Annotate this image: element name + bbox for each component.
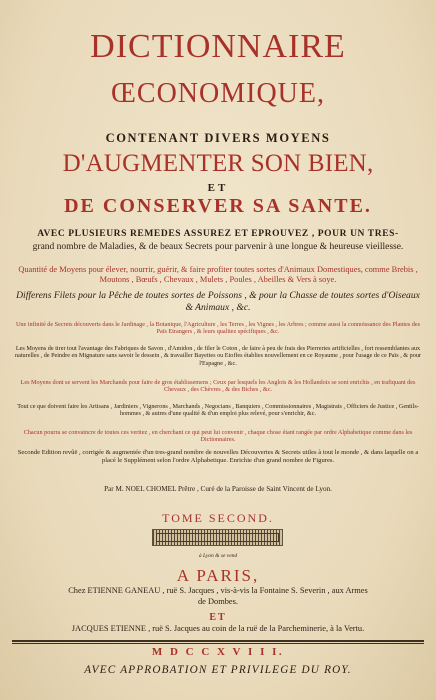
tome-label: TOME SECOND.: [162, 511, 274, 525]
title-dictionnaire: DICTIONNAIRE: [90, 28, 346, 65]
imprint-et: ET: [209, 612, 227, 623]
imprint-printer2: JACQUES ETIENNE , ruë S. Jacques au coin de la ruë de la Parcheminerie, à la Vertu.: [71, 624, 365, 633]
paragraph-animaux: Quantité de Moyens pour élever, nourrir, guérir, & faire profiter toutes sortes d'Animaux Domestiques, comme Brebis , Moutons , Bœufs , Chevaux , Mulets , Poules , Abeilles & Vers à soye.: [18, 265, 418, 284]
author-line: Par M. NOEL CHOMEL Prêtre , Curé de la Paroisse de Saint Vincent de Lyon.: [104, 485, 332, 493]
imprint-year: M D C C X V I I I.: [151, 646, 285, 658]
imprint-privilege: AVEC APPROBATION ET PRIVILEGE DU ROY.: [84, 664, 352, 676]
paragraph-jardinage: Une infinité de Secrets découverts dans le Jardinage , la Botanique, l'Agriculture , les Terres , les Vignes , les Arbres ; comme aussi la connoissance des Plantes des Païs Etrangers , & leurs qualitez spécifiques , &c.: [15, 321, 421, 336]
paragraph-seconde-edition: Seconde Edition revûë , corrigée & augmentée d'un tres-grand nombre de nouvelles Découvertes & Secrets utiles à tout le monde , & dans laquelle on a placé le Supplément selon l'ordre Alphabetique. Enrichie d'un grand nombre de Figures.: [17, 449, 419, 464]
title-conserver: DE CONSERVER SA SANTE.: [64, 195, 372, 217]
subtitle-remedes: AVEC PLUSIEURS REMEDES ASSUREZ ET EPROUVEZ , POUR UN TRES-: [37, 229, 399, 239]
imprint-note: à Lyon & se vend: [198, 553, 238, 559]
paragraph-peche: Differens Filets pour la Pêche de toutes sortes de Poissons , & pour la Chasse de toutes sortes d'Oiseaux & Animaux , &c.: [16, 290, 420, 313]
subtitle-maladies: grand nombre de Maladies, & de beaux Secrets pour parvenir à une longue & heureuse vieillesse.: [32, 242, 404, 252]
divider-rule-thin: [12, 643, 424, 644]
paragraph-marchands: Les Moyens dont se servent les Marchands pour faire de gros établissemens ; Ceux par lesquels les Anglois & les Hollandois se sont enrichis , en trafiquant des Chevaux , des Chèvres , & des Biches , &c.: [20, 379, 416, 394]
title-et: ET: [207, 182, 229, 194]
paragraph-artisans: Tout ce que doivent faire les Artisans , Jardiniers , Vignerons , Marchands , Negocians , Banquiers , Commissionnaires , Magistrats , Officiers de Justice , Gentils-hommes , & autres d'une qualité & d'un emploi plus relevé, pour s'enrichir, &c.: [17, 403, 419, 418]
printer-ornament: [152, 529, 283, 546]
imprint-city: A PARIS,: [176, 566, 260, 585]
subtitle-contenant: CONTENANT DIVERS MOYENS: [105, 131, 331, 145]
title-oeconomique: ŒCONOMIQUE,: [111, 78, 325, 109]
paragraph-fabriques: Les Moyens de tirer tout l'avantage des Fabriques de Savon , d'Amidon , de filer le Coton , de faire à peu de frais des Pierreries artificielles , fort ressemblantes aux naturelles , de Peindre en Mignature sans savoir le dessein , & travailler Bayettes ou Etoffes établies nouvellement en ce Royaume , pour l'usage de ce Païs , & pour l'Espagne , &c.: [15, 345, 421, 367]
paragraph-veritez: Chacun pourra se convaincre de toutes ces veritez , en cherchant ce qui peut lui convenir , chaque chose étant rangée par ordre Alphabetique comme dans les Dictionnaires.: [23, 429, 413, 444]
divider-rule: [12, 640, 424, 642]
imprint-printer1-line2: de Dombes.: [197, 597, 238, 606]
imprint-printer1-line1: Chez ETIENNE GANEAU , ruë S. Jacques , vis-à-vis la Fontaine S. Severin , aux Armes: [68, 586, 368, 595]
title-augmenter: D'AUGMENTER SON BIEN,: [62, 150, 374, 177]
